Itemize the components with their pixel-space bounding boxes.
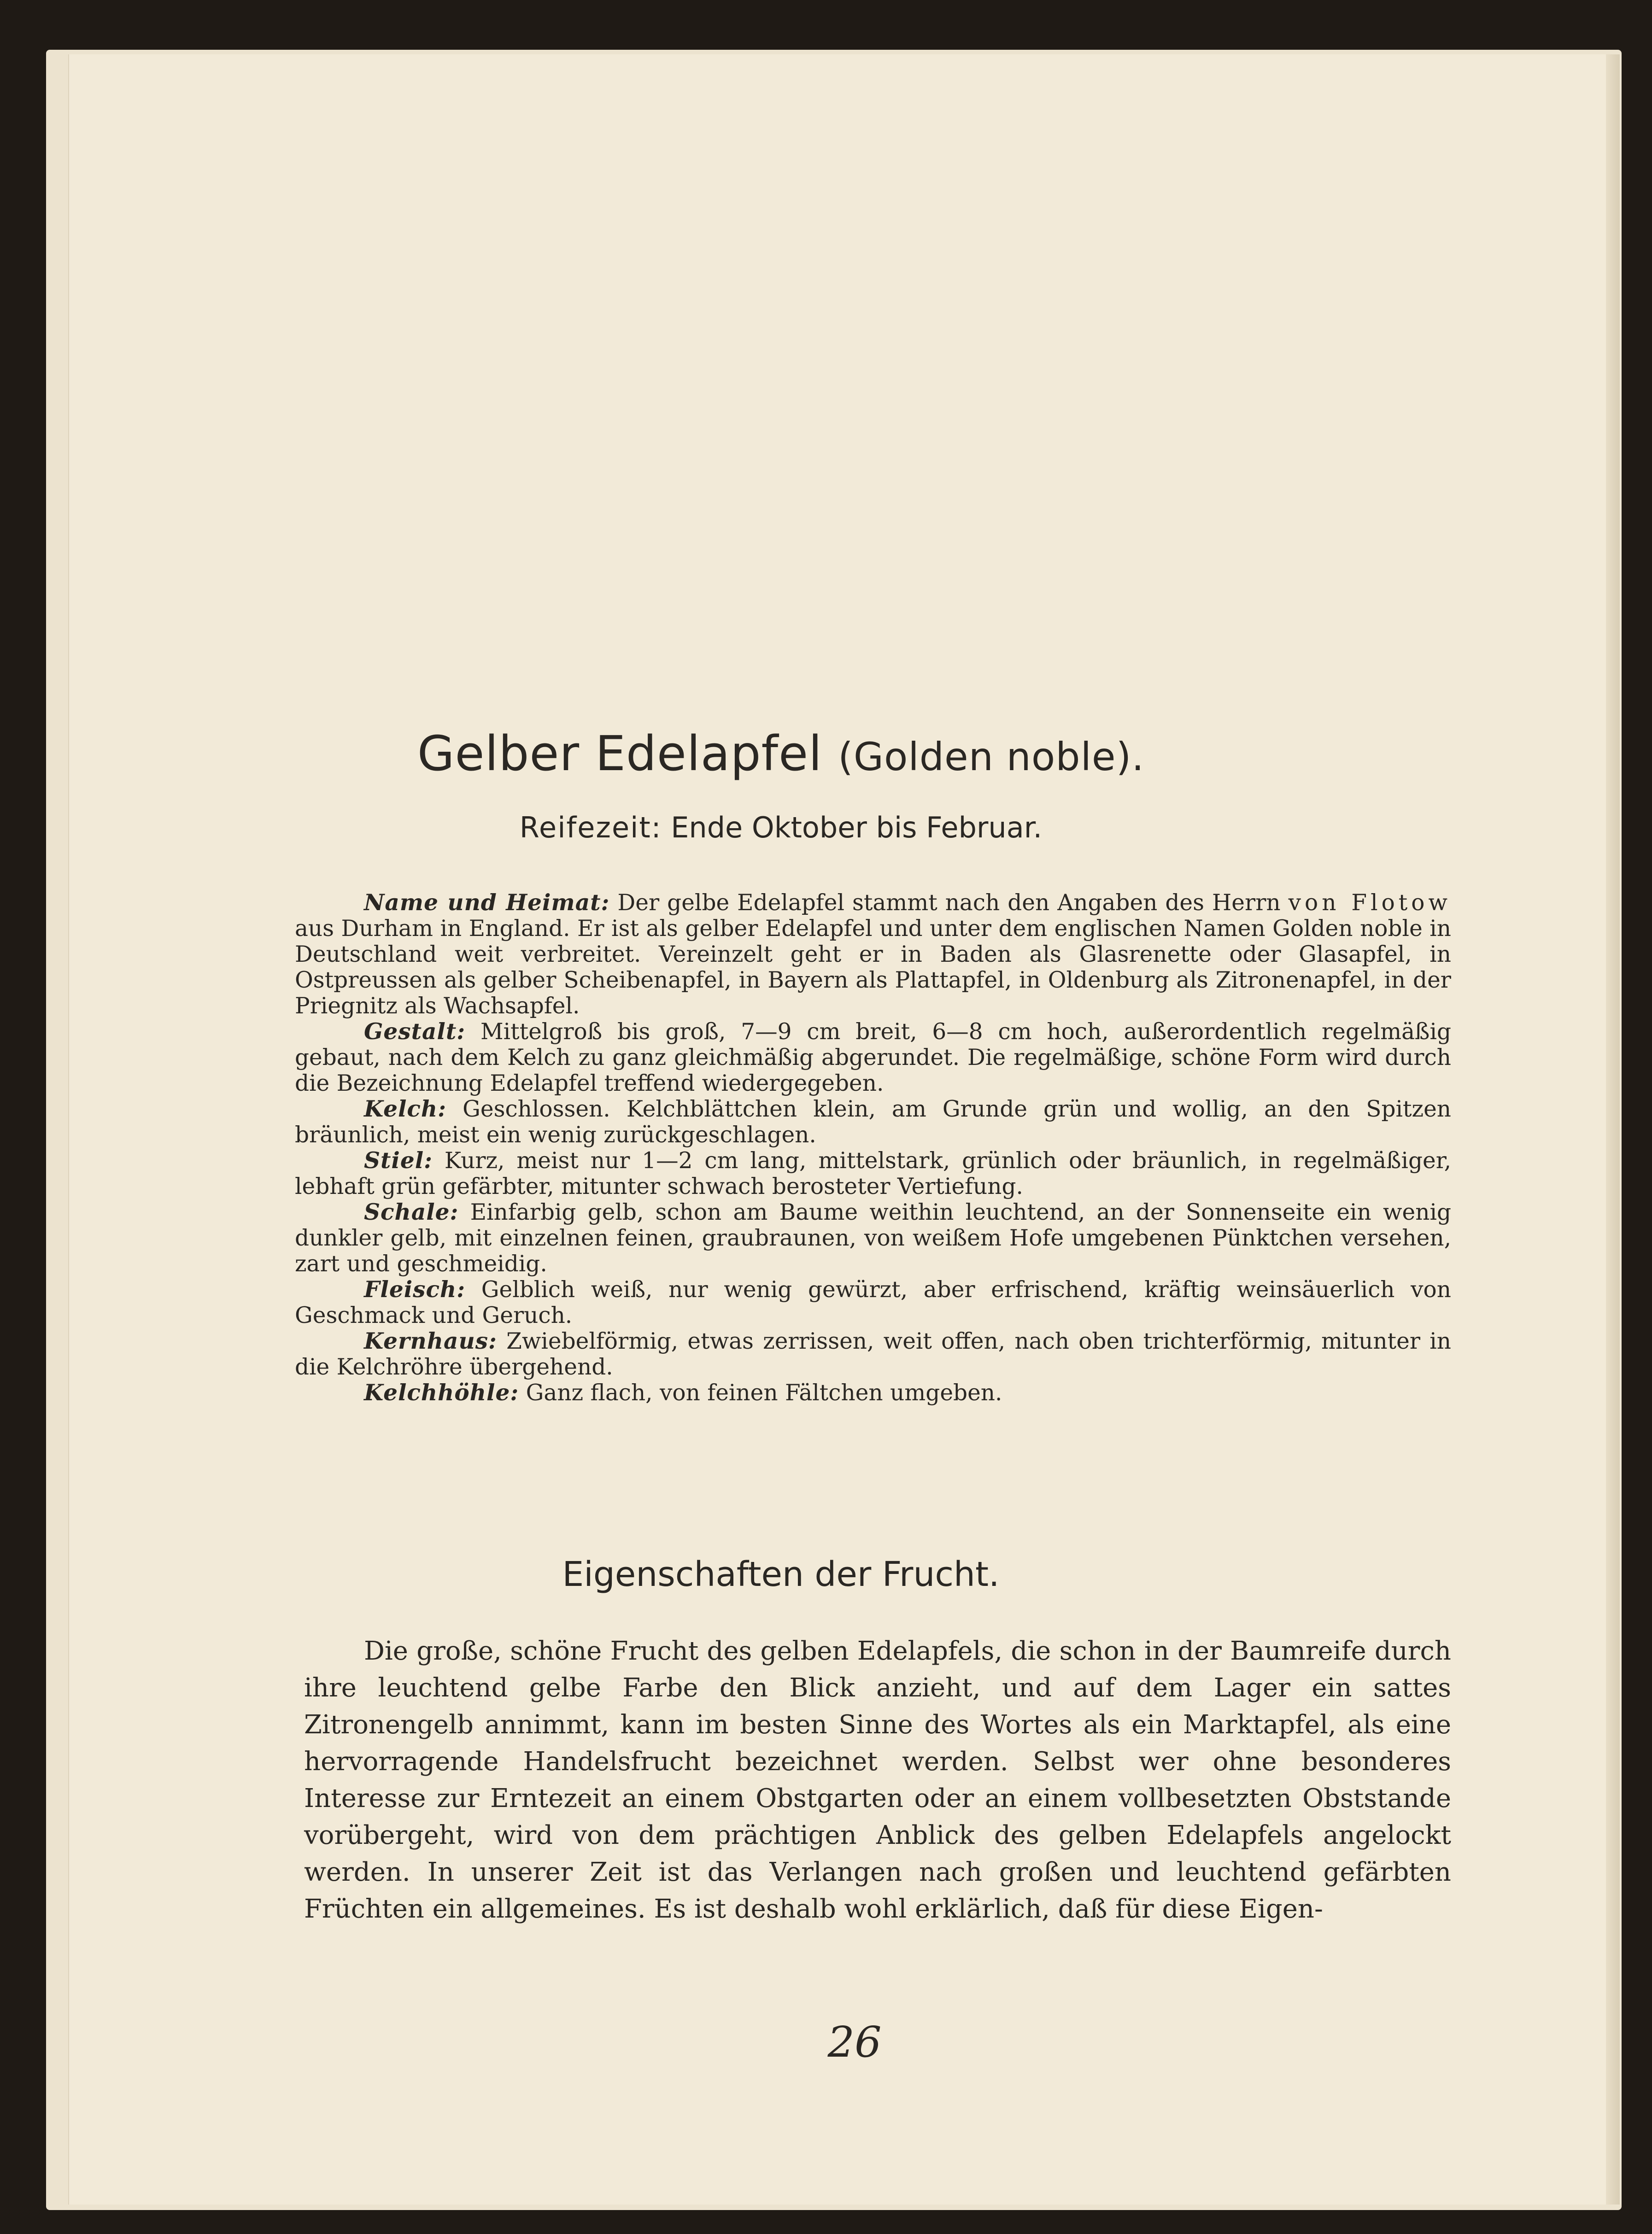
description-text: Kurz, meist nur 1—2 cm lang, mittelstark, grünlich oder bräunlich, in regelmäßiger, lebhaft grün gefärbter, mitunter schwach berosteter Vertiefung. — [295, 1148, 1452, 1199]
description-entry — [295, 1380, 1451, 1406]
description-text: Ganz flach, von feinen Fältchen umgeben. — [526, 1380, 1002, 1406]
description-entry — [295, 1328, 1451, 1380]
description-text: Mittelgroß bis groß, 7—9 cm breit, 6—8 cm hoch, außerordentlich regelmäßig gebaut, nach dem Kelch zu ganz gleichmäßig abgerundet. Die regelmäßige, schöne Form wird durch die Bezeichnung Edelapfel treffend wiedergegeben. — [295, 1019, 1451, 1096]
page-title — [276, 725, 1285, 782]
description-entry — [295, 1199, 1451, 1277]
description-name: von Flotow — [1288, 890, 1451, 916]
description-entry — [295, 1277, 1451, 1328]
description-text: Geschlossen. Kelchblättchen klein, am Grunde grün und wollig, an den Spitzen bräunlich, meist ein wenig zurückgeschlagen. — [295, 1096, 1452, 1148]
description-term: Kelchhöhle: — [364, 1380, 519, 1406]
description-term: Kernhaus: — [364, 1328, 497, 1354]
description-term: Stiel: — [364, 1147, 433, 1174]
description-text: Zwiebelförmig, etwas zerrissen, weit offen, nach oben trichterförmig, mitunter in die Kelchröhre übergehend. — [295, 1328, 1451, 1380]
description-text: Gelblich weiß, nur wenig gewürzt, aber erfrischend, kräftig weinsäuerlich von Geschmack und Geruch. — [295, 1277, 1451, 1328]
description-text: Einfarbig gelb, schon am Baume weithin leuchtend, an der Sonnenseite ein wenig dunkler gelb, mit einzelnen feinen, graubraunen, von weißem Hofe umgebenen Pünktchen versehen, zart und geschmeidig. — [295, 1199, 1452, 1277]
description-entry — [295, 1096, 1451, 1148]
description-term: Fleisch: — [364, 1276, 466, 1303]
ripeness-value: Ende Oktober bis Februar. — [671, 811, 1043, 844]
description-term: Kelch: — [364, 1096, 447, 1122]
section-paragraph: Die große, schöne Frucht des gelben Edelapfels, die schon in der Baumreife durch ihre leuchtend gelbe Farbe den Blick anzieht, und auf dem Lager ein sattes Zitronengelb annimmt, kann im besten Sinne des Wortes als ein Marktapfel, als eine hervorragende Handelsfrucht bezeichnet werden. Selbst wer ohne besonderes Interesse zur Erntezeit an einem Obstgarten oder an einem vollbesetzten Obststande vorübergeht, wird von dem prächtigen Anblick des gelben Edelapfels angelockt werden. In unserer Zeit ist das Verlangen nach großen und leuchtend gefärbten Früchten ein allgemeines. Es ist deshalb wohl erklärlich, daß für diese Eigen- — [304, 1636, 1451, 1924]
description-entry — [295, 1019, 1451, 1096]
description-block — [295, 890, 1451, 1406]
section-heading: Eigenschaften der Frucht. — [562, 1555, 1000, 1594]
description-term: Name und Heimat: — [364, 889, 610, 916]
description-term: Schale: — [364, 1199, 459, 1225]
description-entry — [295, 1148, 1451, 1199]
ripeness-line — [276, 811, 1285, 844]
description-text: aus Durham in England. Er ist als gelber Edelapfel und unter dem englischen Namen Golden noble in Deutschland weit verbreitet. Vereinzelt geht er in Baden als Glasrenette oder Glasapfel, in Ostpreussen als gelber Scheibenapfel, in Bayern als Plattapfel, in Oldenburg als Zitronenapfel, in der Priegnitz als Wachsapfel. — [295, 916, 1451, 1019]
description-text: Der gelbe Edelapfel stammt nach den Angaben des Herrn — [617, 890, 1281, 916]
page-number: 26 — [827, 2018, 882, 2067]
description-term: Gestalt: — [364, 1018, 466, 1045]
title-main: Gelber Edelapfel — [417, 725, 823, 782]
page-edge — [1606, 54, 1620, 2205]
section-body — [304, 1633, 1451, 1928]
description-entry — [295, 890, 1451, 1019]
title-sub: (Golden noble). — [838, 734, 1145, 779]
ripeness-label: Reifezeit: — [519, 811, 662, 844]
